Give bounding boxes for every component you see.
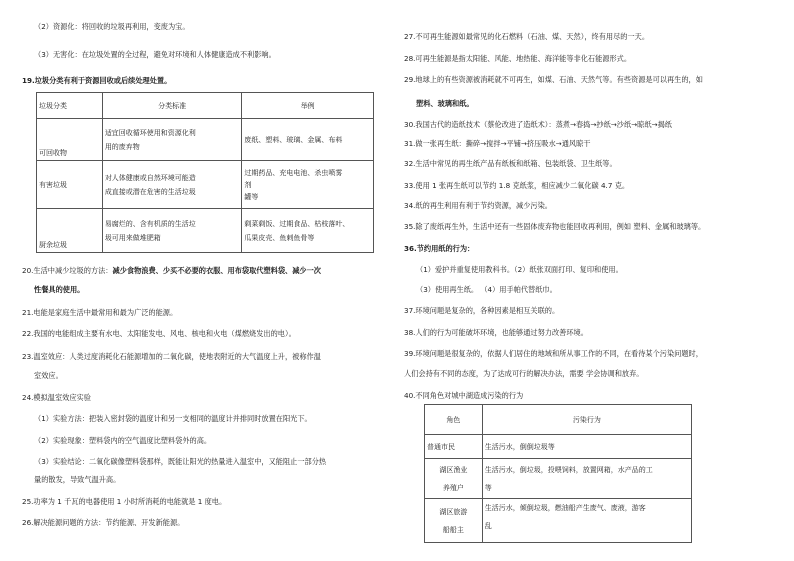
table-cell: 废纸、塑料、玻璃、金属、布料 xyxy=(242,119,374,161)
item-23: 23.温室效应：人类过度消耗化石能源增加的二氧化碳，使地表附近的大气温度上升，被称作温 xyxy=(22,352,321,361)
item-20-cont: 性餐具的使用。 xyxy=(34,285,85,294)
item-24-phenomenon: （2）实验现象：塑料袋内的空气温度比塑料袋外的高。 xyxy=(34,436,212,445)
item-23-cont: 室效应。 xyxy=(34,371,63,380)
item-34: 34.纸的再生利用有利于节约资源，减少污染。 xyxy=(404,201,552,210)
item-27: 27.不可再生能源如最常见的化石燃料（石油、煤、天然），终有用尽的一天。 xyxy=(404,32,650,41)
item-36: 36.节约用纸的行为： xyxy=(404,244,475,253)
item-33: 33.使用 1 张再生纸可以节约 1.8 克纸浆，相应减少二氧化碳 4.7 克。 xyxy=(404,181,630,190)
table-row xyxy=(425,459,692,499)
item-30: 30.我国古代的造纸技术（蔡伦改进了造纸术）：蒸煮→春捣→抄纸→沙纸→晾纸→揭纸 xyxy=(404,120,672,129)
item-29: 29.地球上的有些资源被消耗就不可再生，如煤、石油、天然气等。有些资源是可以再生的，如 xyxy=(404,75,703,84)
table-cell: 生活污水，倾倒垃圾，燃油船产生废气、废液，游客 乱 xyxy=(482,499,691,543)
table-header: 角色 xyxy=(425,405,483,435)
garbage-classification-table xyxy=(36,92,374,253)
item-32: 32.生活中常见的再生纸产品有纸板和纸箱、包装纸袋、卫生纸等。 xyxy=(404,159,617,168)
item-resource: （2）资源化：将回收的垃圾再利用，变废为宝。 xyxy=(34,22,190,31)
item-39-cont: 人们会持有不同的态度，为了达成可行的解决办法，需要 学会协调和放弃。 xyxy=(404,369,644,378)
table-cell: 过期药品、充电电池、杀虫喷雾 剂 罐等 xyxy=(242,161,374,209)
item-36-b: （3）使用再生纸。 （4）用手帕代替纸巾。 xyxy=(416,285,557,294)
table-header: 举例 xyxy=(242,93,374,119)
item-40: 40.不同角色对城中湖造成污染的行为 xyxy=(404,391,524,400)
item-24-method: （1）实验方法：把装入密封袋的温度计和另一支相同的温度计并排同时放置在阳光下。 xyxy=(34,414,312,423)
item-24-conclusion-cont: 量的散发，导致气温升高。 xyxy=(34,475,121,484)
item-36-a: （1）爱护并重复使用教科书。（2）纸张双面打印、复印和使用。 xyxy=(416,265,623,274)
table-row xyxy=(425,499,692,543)
table-row xyxy=(37,209,374,253)
table-cell: 剩菜剩饭、过期食品、枯枝落叶、 瓜果皮壳、鱼刺鱼骨等 xyxy=(242,209,374,253)
table-cell: 适宜回收循环使用和资源化利 用的废弃物 xyxy=(102,119,242,161)
item-19: 19.垃圾分类有利于资源回收或后续处理处置。 xyxy=(22,76,172,85)
table-cell: 湖区渔业 养殖户 xyxy=(425,459,483,499)
item-21: 21.电能是家庭生活中最常用和最为广泛的能源。 xyxy=(22,308,178,317)
table-header: 分类标准 xyxy=(102,93,242,119)
table-cell: 生活污水，倒垃圾，投喂饲料，放置网箱，水产品的工 等 xyxy=(482,459,691,499)
table-cell: 可回收物 xyxy=(37,119,103,161)
table-cell: 普通市民 xyxy=(425,435,483,459)
item-39: 39.环境问题是很复杂的，依据人们居住的地域和所从事工作的不同，在看待某个污染问题时， xyxy=(404,349,703,358)
table-row xyxy=(425,435,692,459)
table-header: 垃圾分类 xyxy=(37,93,103,119)
item-37: 37.环境问题是复杂的，各种因素是相互关联的。 xyxy=(404,306,560,315)
table-cell: 对人体健康或自然环境可能造 成直接或潜在危害的生活垃圾 xyxy=(102,161,242,209)
item-harmless: （3）无害化：在垃圾处置的全过程，避免对环境和人体健康造成不利影响。 xyxy=(34,50,276,59)
item-28: 28.可再生能源是指太阳能、风能、地热能、海洋能等非化石能源形式。 xyxy=(404,54,632,63)
item-24-conclusion: （3）实验结论：二氧化碳像塑料袋那样，既能让阳光的热量进入温室中，又能阻止一部分热 xyxy=(34,457,327,466)
table-header: 污染行为 xyxy=(482,405,691,435)
table-row xyxy=(37,119,374,161)
table-cell: 易腐烂的、含有机质的生活垃 圾可用来做堆肥箱 xyxy=(102,209,242,253)
pollution-roles-table xyxy=(424,404,692,543)
item-29-cont: 塑料、玻璃和纸。 xyxy=(416,99,474,108)
item-35: 35.除了废纸再生外，生活中还有一些固体废弃物也能回收再利用，例如 塑料、金属和玻璃等。 xyxy=(404,222,706,231)
table-row xyxy=(37,161,374,209)
item-31: 31.做一张再生纸：撕碎→搅拌→平铺→挤压吸水→通风晾干 xyxy=(404,139,591,148)
item-22: 22.我国的电能组成主要有水电、太阳能发电、风电、核电和火电（煤燃烧发出的电）。 xyxy=(22,329,296,338)
table-cell: 湖区旅游 船船主 xyxy=(425,499,483,543)
item-38: 38.人们的行为可能破坏环境，也能够通过努力改善环境。 xyxy=(404,328,588,337)
table-cell: 厨余垃圾 xyxy=(37,209,103,253)
table-cell: 生活污水，倒倒垃圾等 xyxy=(482,435,691,459)
item-25: 25.功率为 1 千瓦的电器使用 1 小时所消耗的电能就是 1 度电。 xyxy=(22,497,227,506)
item-24: 24.模拟温室效应实验 xyxy=(22,393,91,402)
table-cell: 有害垃圾 xyxy=(37,161,103,209)
item-20: 20.生活中减少垃圾的方法：减少食物浪费、少买不必要的衣服、用布袋取代塑料袋、减少一次 xyxy=(22,266,321,275)
item-26: 26.解决能源问题的方法：节约能源、开发新能源。 xyxy=(22,518,185,527)
